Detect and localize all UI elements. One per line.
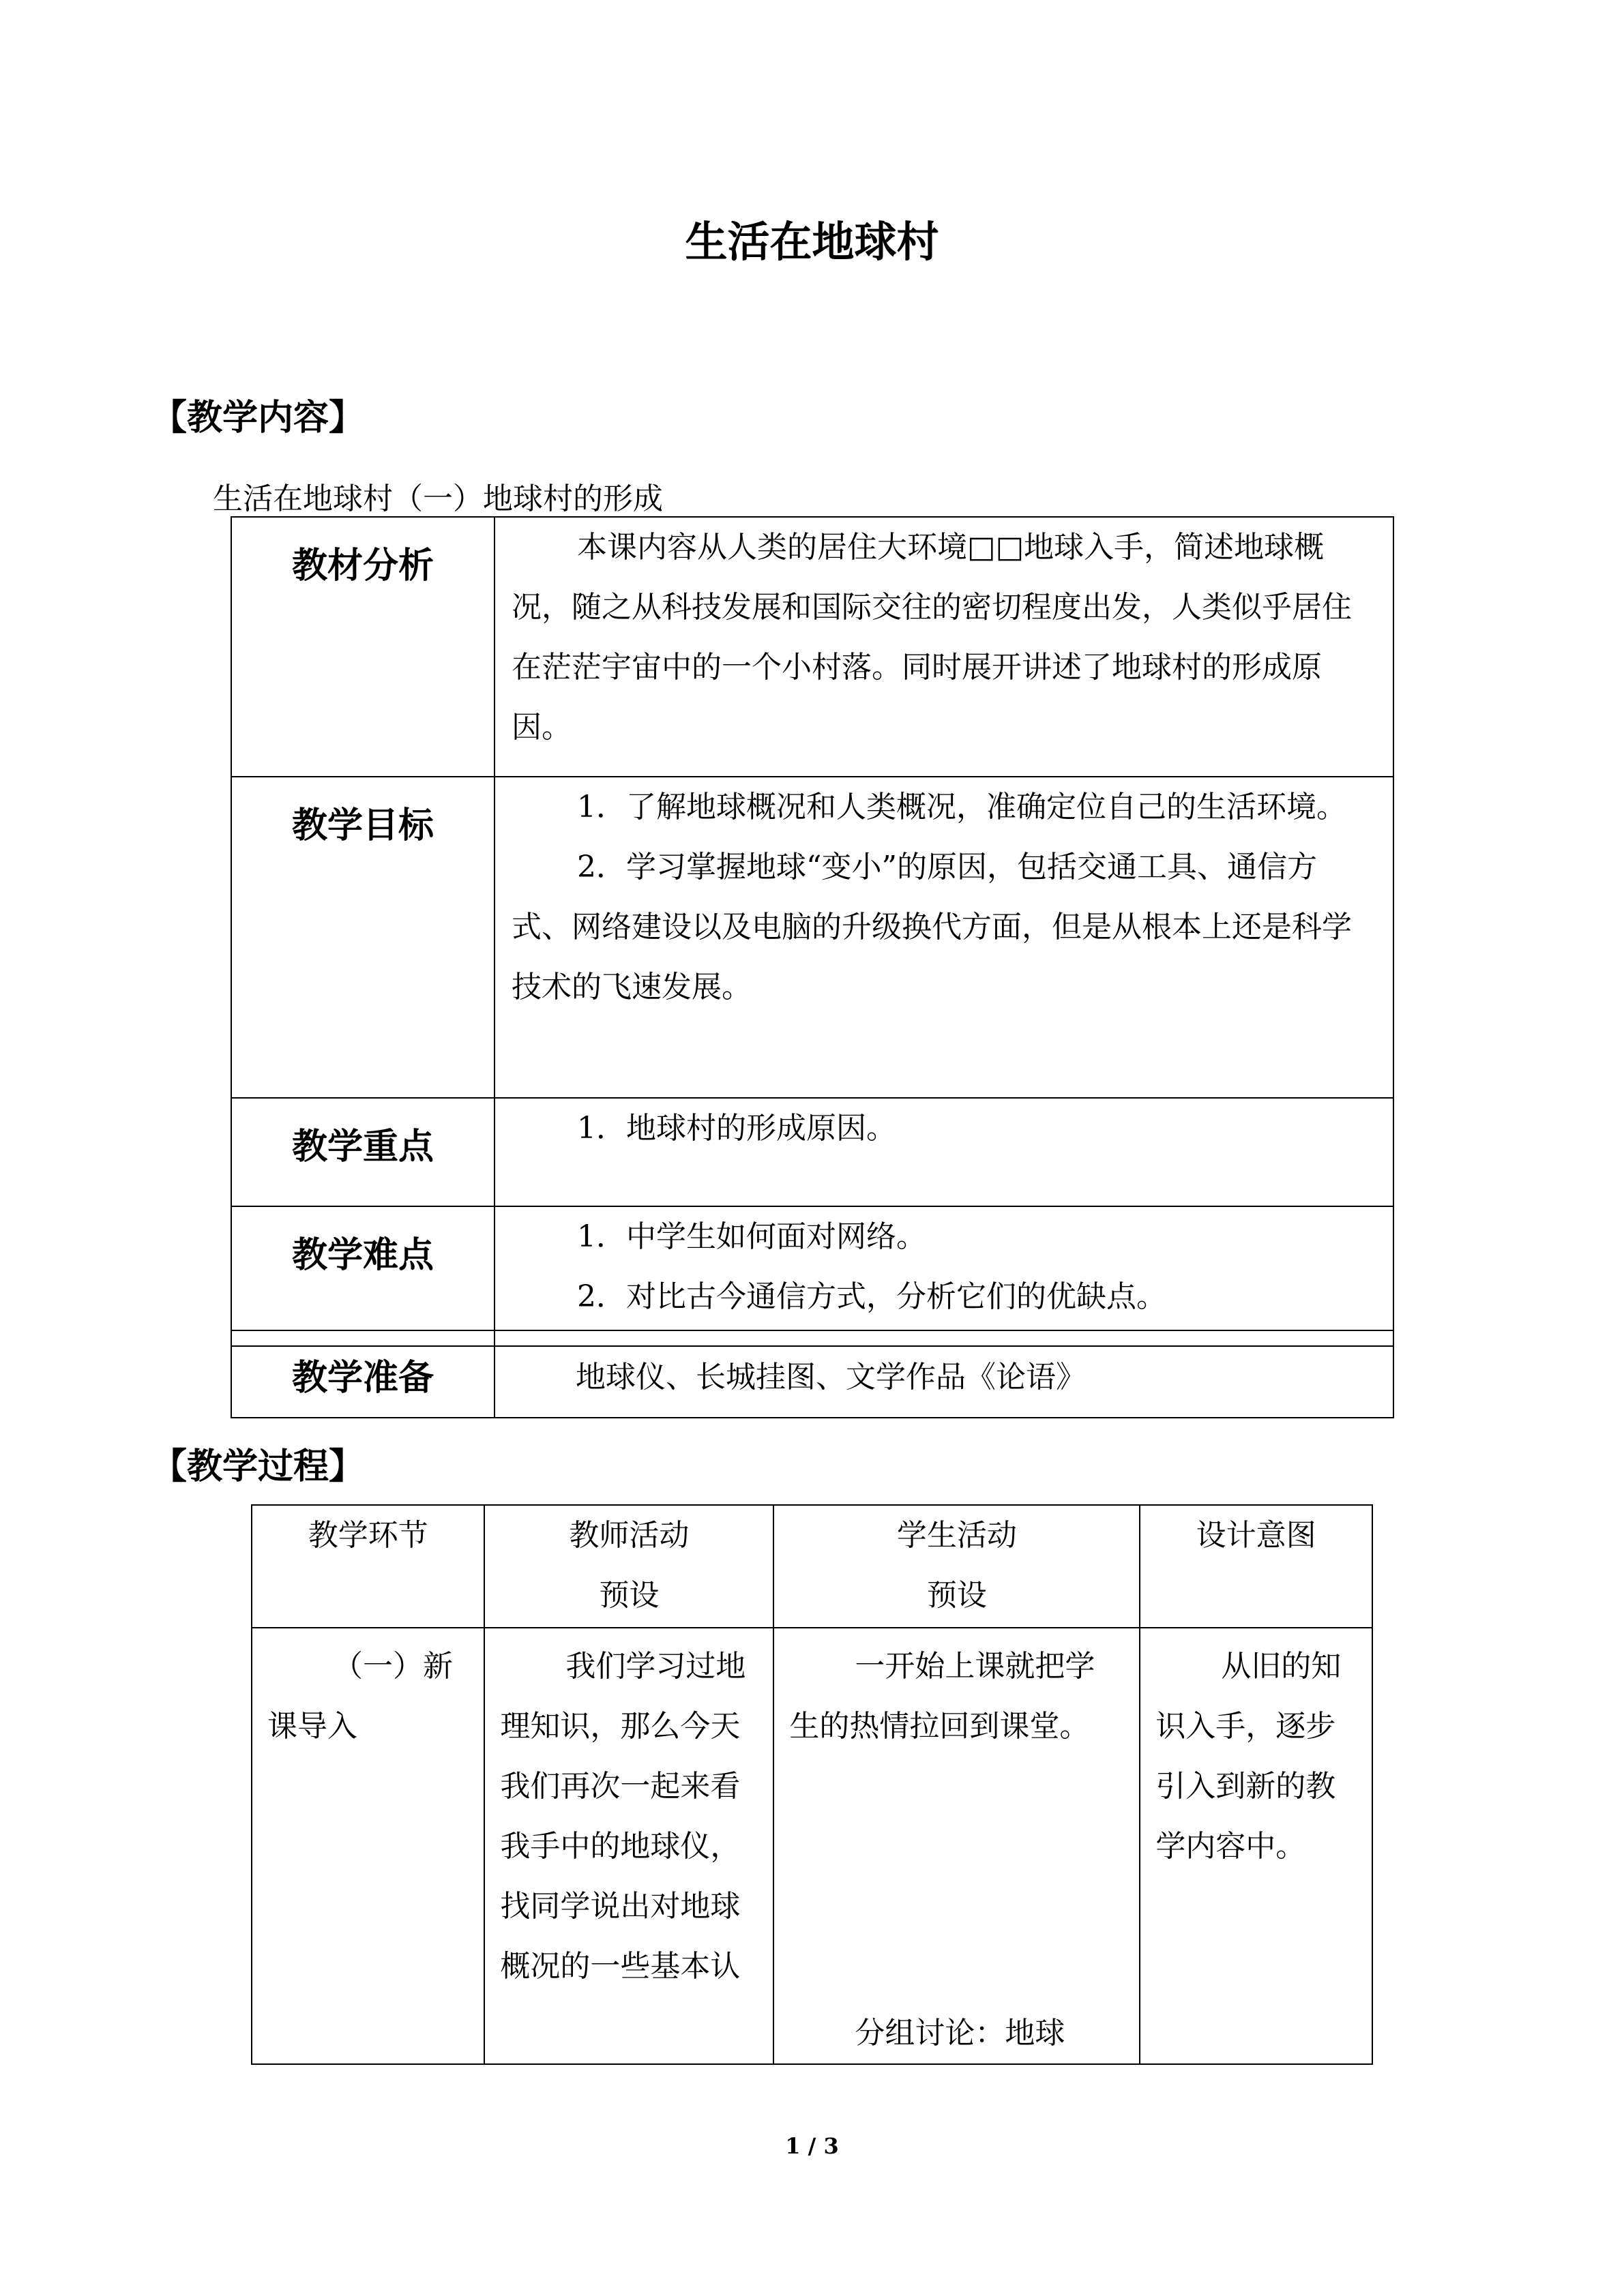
- label-analysis: 教材分析: [231, 517, 494, 777]
- table-row: [252, 1628, 1372, 2064]
- section-heading-process: 【教学过程】: [151, 1446, 365, 1487]
- page-title: 生活在地球村: [685, 217, 939, 267]
- label-keypoints: 教学重点: [231, 1098, 494, 1206]
- cell-stage: （一）新课导入: [267, 1649, 453, 1744]
- cell-teacher: 我们学习过地理知识，那么今天我们再次一起来看我手中的地球仪，找同学说出对地球概况的一些基本认: [500, 1649, 746, 1984]
- difficulty-item-2: 2．对比古今通信方式，分析它们的优缺点。: [577, 1279, 1166, 1314]
- cell-student-discussion: 分组讨论：地球: [855, 2016, 1065, 2051]
- cell-intent: 从旧的知识入手，逐步引入到新的教学内容中。: [1155, 1649, 1342, 1864]
- process-table: [251, 1504, 1373, 2065]
- lesson-subtitle: 生活在地球村（一）地球村的形成: [213, 481, 663, 516]
- page-number: 1 / 3: [785, 2133, 839, 2159]
- row-analysis: [231, 517, 1393, 777]
- text-preparation: 地球仪、长城挂图、文学作品《论语》: [494, 1330, 1393, 1418]
- row-preparation: [231, 1330, 1393, 1418]
- process-header-row: [252, 1505, 1372, 1628]
- header-student-sub: 预设: [926, 1578, 987, 1613]
- header-student: 学生活动: [896, 1518, 1017, 1553]
- overview-table: [231, 516, 1394, 1347]
- difficulty-item-1: 1．中学生如何面对网络。: [577, 1219, 926, 1254]
- header-stage: 教学环节: [308, 1518, 428, 1553]
- goal-item-2: 2．学习掌握地球“变小”的原因，包括交通工具、通信方式、网络建设以及电脑的升级换代方面，但是从根本上还是科学技术的飞速发展。: [512, 850, 1352, 1004]
- section-heading-content: 【教学内容】: [151, 398, 365, 438]
- label-difficulties: 教学难点: [231, 1206, 494, 1346]
- header-intent: 设计意图: [1196, 1518, 1316, 1553]
- cell-student: 一开始上课就把学生的热情拉回到课堂。: [789, 1649, 1095, 1744]
- row-keypoints: [231, 1098, 1393, 1206]
- label-goals: 教学目标: [231, 777, 494, 1098]
- keypoint-item-1: 1．地球村的形成原因。: [577, 1111, 896, 1146]
- header-teacher-sub: 预设: [599, 1578, 660, 1613]
- goal-item-1: 1．了解地球概况和人类概况，准确定位自己的生活环境。: [577, 790, 1346, 824]
- row-difficulties: [231, 1206, 1393, 1346]
- row-goals: [231, 777, 1393, 1098]
- text-analysis: 本课内容从人类的居住大环境□□地球入手，简述地球概况，随之从科技发展和国际交往的密切程度出发，人类似乎居住在茫茫宇宙中的一个小村落。同时展开讲述了地球村的形成原因。: [494, 517, 1393, 777]
- preparation-table: [231, 1330, 1394, 1418]
- header-teacher: 教师活动: [569, 1518, 690, 1553]
- label-preparation: 教学准备: [231, 1330, 494, 1418]
